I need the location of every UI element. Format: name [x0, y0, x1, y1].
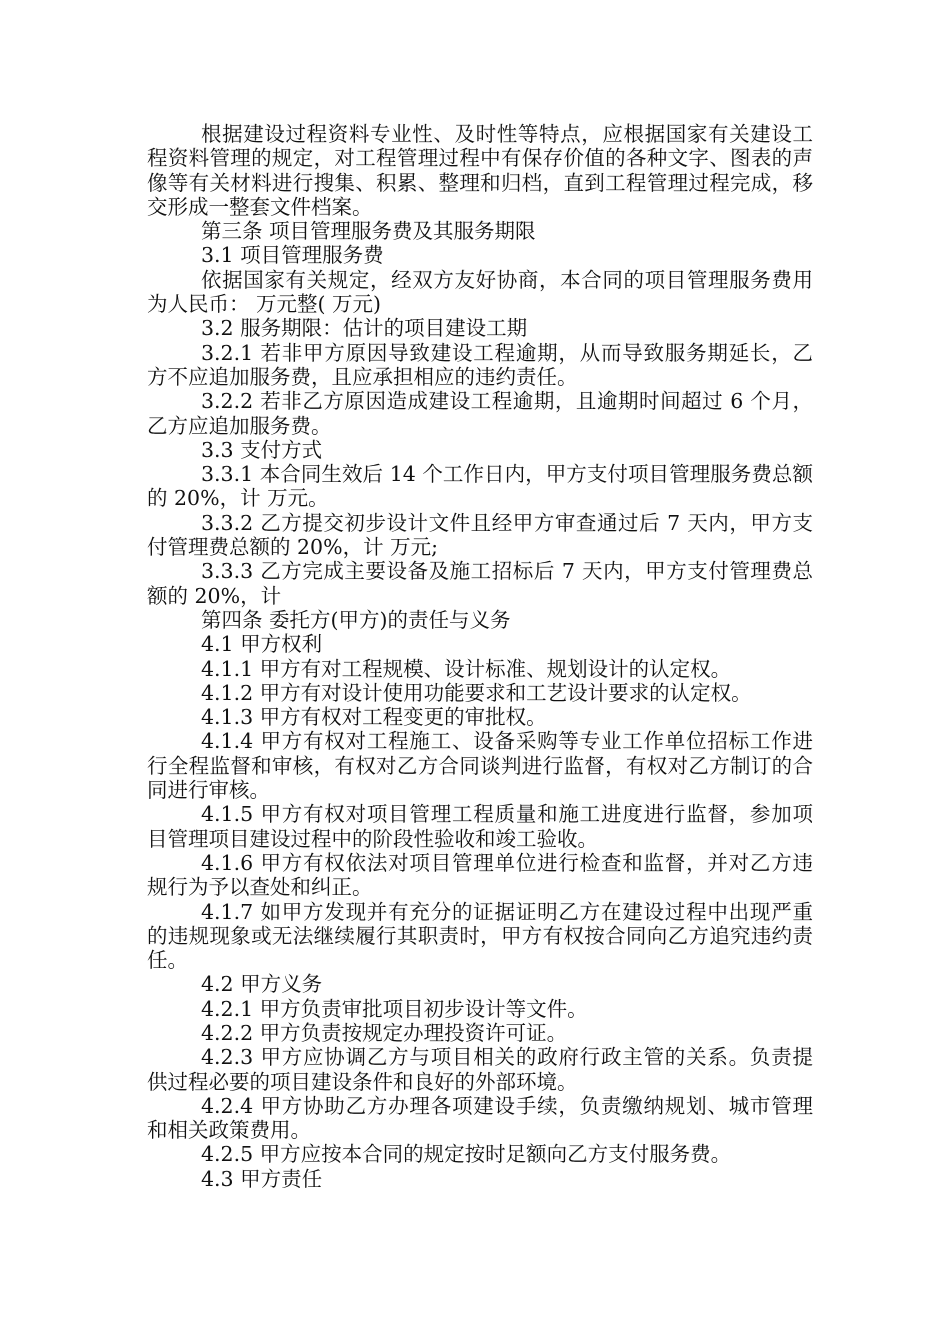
clause-4-1-6: 4.1.6 甲方有权依法对项目管理单位进行检查和监督，并对乙方违规行为予以查处和纠正。: [147, 850, 813, 900]
section-3-1-heading: 3.1 项目管理服务费: [201, 243, 384, 268]
clause-3-3-2: 3.3.2 乙方提交初步设计文件且经甲方审查通过后 7 天内，甲方支付管理费总额的 20%，计 万元;: [147, 510, 813, 560]
clause-3-3-1: 3.3.1 本合同生效后 14 个工作日内，甲方支付项目管理服务费总额的 20%，计 万元。: [147, 462, 813, 511]
heading-article-4: 第四条 委托方(甲方)的责任与义务: [201, 607, 511, 632]
clause-4-1-4: 4.1.4 甲方有权对工程施工、设备采购等专业工作单位招标工作进行全程监督和审核，有权对乙方合同谈判进行监督，有权对乙方制订的合同进行审核。: [147, 729, 813, 803]
clause-4-2-1: 4.2.1 甲方负责审批项目初步设计等文件。: [201, 996, 588, 1021]
paragraph-archive-intro: 根据建设过程资料专业性、及时性等特点，应根据国家有关建设工程资料管理的规定，对工程管理过程中有保存价值的各种文字、图表的声像等有关材料进行搜集、积累、整理和归档，直到工程管理过程完成，移交形成一整套文件档案。: [147, 122, 813, 219]
clause-4-1-1: 4.1.1 甲方有对工程规模、设计标准、规划设计的认定权。: [201, 656, 732, 681]
section-3-1-text: 依据国家有关规定，经双方友好协商，本合同的项目管理服务费用为人民币： 万元整( 万元): [147, 267, 813, 317]
clause-3-3-3: 3.3.3 乙方完成主要设备及施工招标后 7 天内，甲方支付管理费总额的 20%，计: [147, 559, 813, 608]
clause-4-1-3: 4.1.3 甲方有权对工程变更的审批权。: [201, 705, 547, 730]
clause-4-2-5: 4.2.5 甲方应按本合同的规定按时足额向乙方支付服务费。: [201, 1142, 732, 1167]
document-body: [147, 122, 813, 1191]
section-3-2-heading: 3.2 服务期限：估计的项目建设工期: [201, 316, 528, 341]
clause-4-2-3: 4.2.3 甲方应协调乙方与项目相关的政府行政主管的关系。负责提供过程必要的项目建设条件和良好的外部环境。: [147, 1045, 813, 1094]
clause-4-1-5: 4.1.5 甲方有权对项目管理工程质量和施工进度进行监督，参加项目管理项目建设过程中的阶段性验收和竣工验收。: [147, 802, 813, 851]
clause-4-2-2: 4.2.2 甲方负责按规定办理投资许可证。: [201, 1020, 568, 1045]
section-4-1-heading: 4.1 甲方权利: [201, 632, 323, 657]
clause-3-2-2: 3.2.2 若非乙方原因造成建设工程逾期，且逾期时间超过 6 个月，乙方应追加服务费。: [147, 389, 813, 438]
clause-3-2-1: 3.2.1 若非甲方原因导致建设工程逾期，从而导致服务期延长，乙方不应追加服务费，且应承担相应的违约责任。: [147, 340, 813, 389]
section-4-3-heading: 4.3 甲方责任: [201, 1166, 323, 1191]
section-3-3-heading: 3.3 支付方式: [201, 437, 323, 462]
heading-article-3: 第三条 项目管理服务费及其服务期限: [201, 219, 536, 244]
clause-4-2-4: 4.2.4 甲方协助乙方办理各项建设手续，负责缴纳规划、城市管理和相关政策费用。: [147, 1093, 813, 1143]
clause-4-1-7: 4.1.7 如甲方发现并有充分的证据证明乙方在建设过程中出现严重的违规现象或无法继续履行其职责时，甲方有权按合同向乙方追究违约责任。: [147, 899, 813, 973]
section-4-2-heading: 4.2 甲方义务: [201, 972, 323, 997]
clause-4-1-2: 4.1.2 甲方有对设计使用功能要求和工艺设计要求的认定权。: [201, 680, 752, 705]
